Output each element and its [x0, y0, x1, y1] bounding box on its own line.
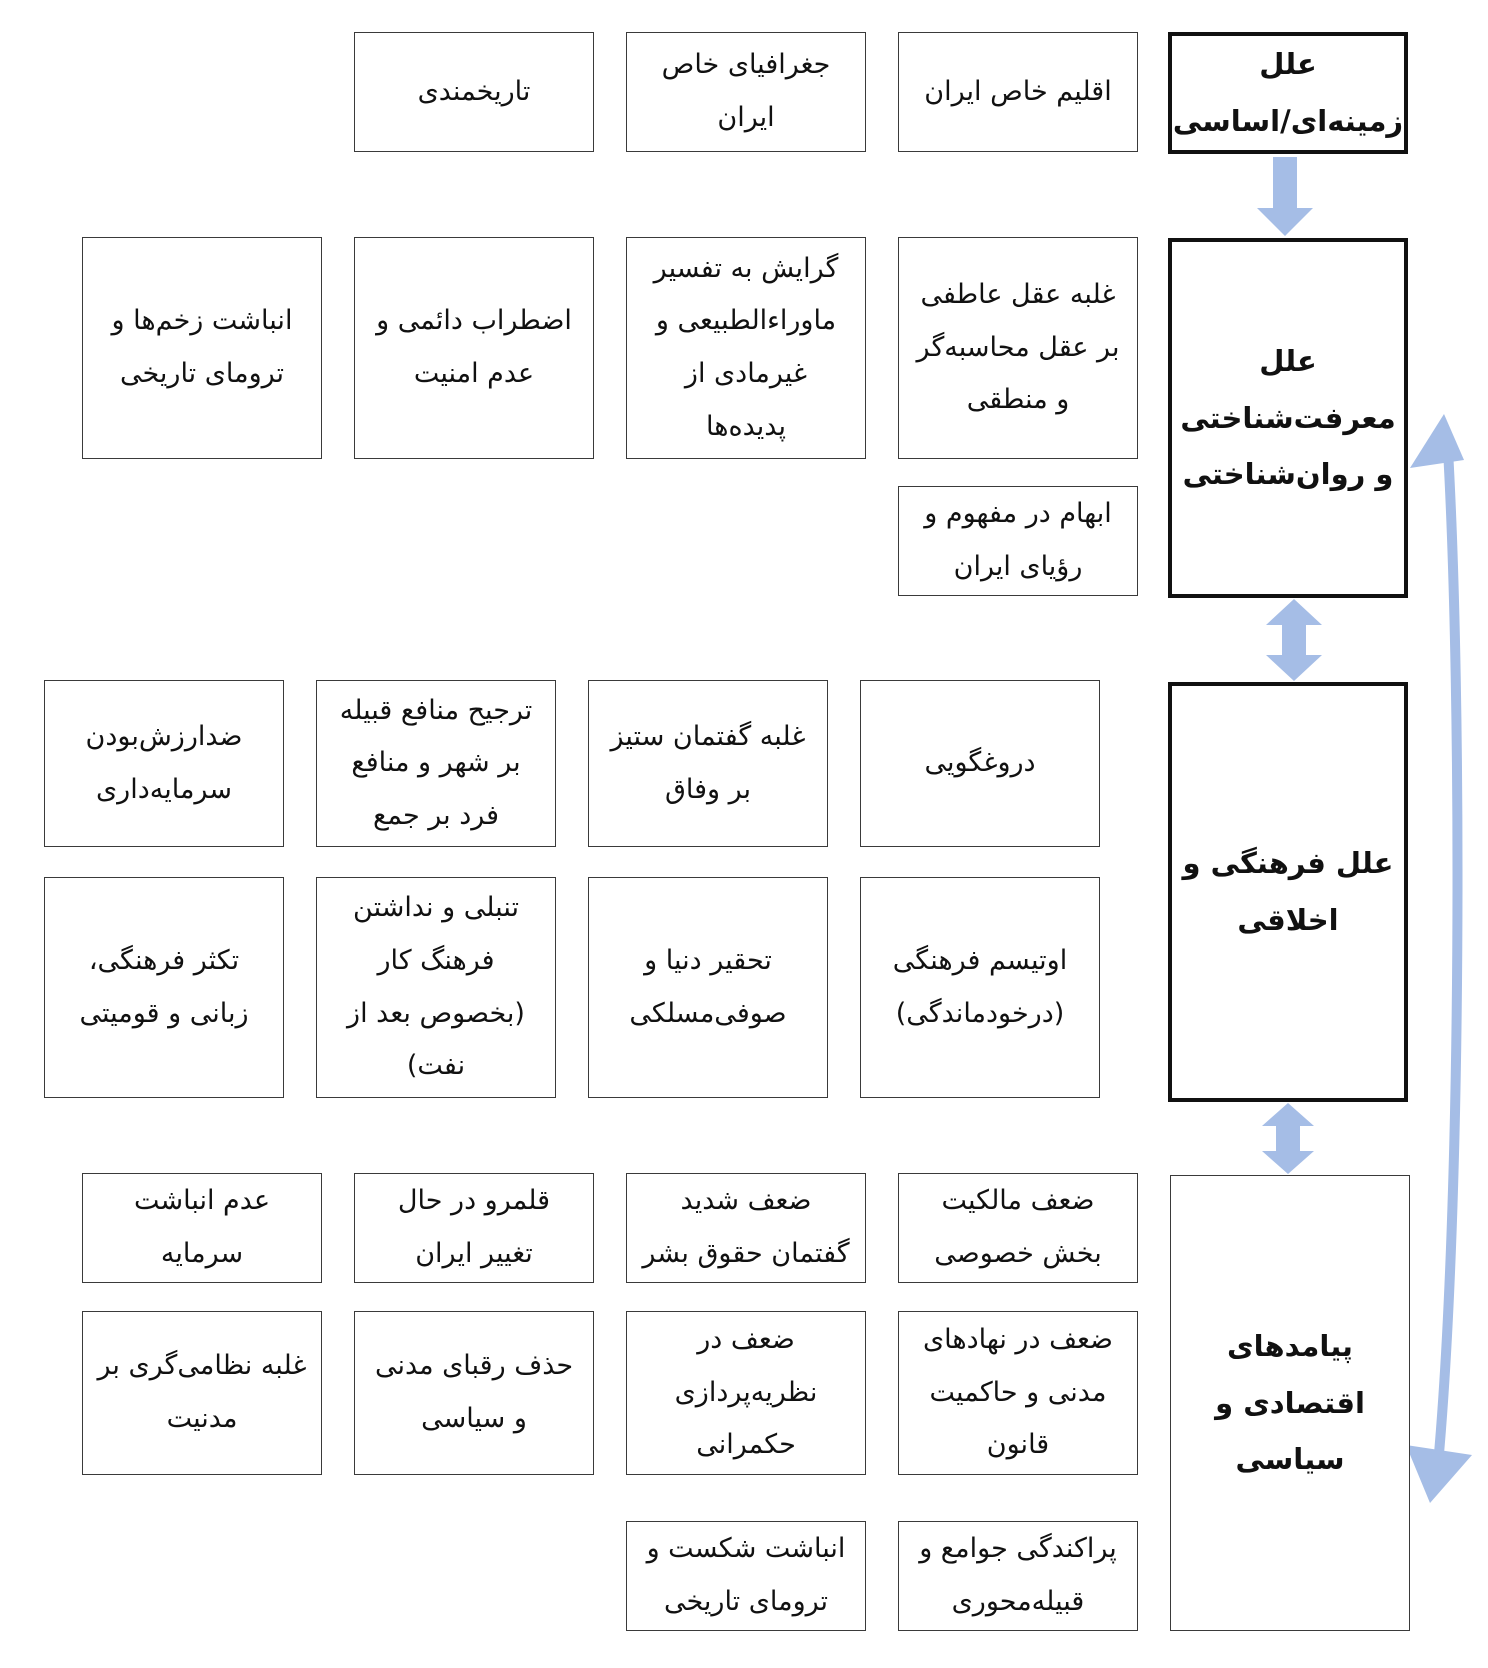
- box-eliminating-rivals: حذف رقبای مدنی و سیاسی: [354, 1311, 594, 1475]
- box-human-rights-discourse: ضعف شدید گفتمان حقوق بشر: [626, 1173, 866, 1283]
- box-world-contempt: تحقیر دنیا و صوفی‌مسلکی: [588, 877, 828, 1098]
- box-cultural-plurality: تکثر فرهنگی، زبانی و قومیتی: [44, 877, 284, 1098]
- box-civil-institutions: ضعف در نهادهای مدنی و حاکمیت قانون: [898, 1311, 1138, 1475]
- curved-long-arrow: [1438, 450, 1457, 1465]
- box-metaphysical-interpretation: گرایش به تفسیر ماوراءالطبیعی و غیرمادی از پدیده‌ها: [626, 237, 866, 459]
- double-arrow-lower: [1262, 1103, 1314, 1174]
- category-cultural-moral-causes: علل فرهنگی و اخلاقی: [1168, 682, 1408, 1102]
- box-historical-trauma: انباشت زخم‌ها و ترومای تاریخی: [82, 237, 322, 459]
- box-conflict-discourse: غلبه گفتمان ستیز بر وفاق: [588, 680, 828, 847]
- box-laziness: تنبلی و نداشتن فرهنگ کار (بخصوص بعد از نفت): [316, 877, 556, 1098]
- down-arrow: [1257, 157, 1313, 236]
- curved-arrow-head-top: [1410, 414, 1464, 468]
- category-economic-political-consequences: پیامدهای اقتصادی و سیاسی: [1170, 1175, 1410, 1631]
- double-arrow-upper: [1266, 599, 1322, 681]
- box-private-ownership: ضعف مالکیت بخش خصوصی: [898, 1173, 1138, 1283]
- box-governance-theory: ضعف در نظریه‌پردازی حکمرانی: [626, 1311, 866, 1475]
- category-background-causes: علل زمینه‌ای/اساسی: [1168, 32, 1408, 154]
- box-cultural-autism: اوتیسم فرهنگی (درخودماندگی): [860, 877, 1100, 1098]
- box-tribalism: پراکندگی جوامع و قبیله‌محوری: [898, 1521, 1138, 1631]
- box-capital-accumulation: عدم انباشت سرمایه: [82, 1173, 322, 1283]
- box-iran-climate: اقلیم خاص ایران: [898, 32, 1138, 152]
- box-failure-accumulation: انباشت شکست و ترومای تاریخی: [626, 1521, 866, 1631]
- box-historicity: تاریخمندی: [354, 32, 594, 152]
- box-anti-capitalism: ضدارزش‌بودن سرمایه‌داری: [44, 680, 284, 847]
- category-epistemic-psychological-causes: علل معرفت‌شناختی و روان‌شناختی: [1168, 238, 1408, 598]
- box-iran-geography: جغرافیای خاص ایران: [626, 32, 866, 152]
- box-iran-concept-ambiguity: ابهام در مفهوم و رؤیای ایران: [898, 486, 1138, 596]
- box-changing-territory: قلمرو در حال تغییر ایران: [354, 1173, 594, 1283]
- box-constant-anxiety: اضطراب دائمی و عدم امنیت: [354, 237, 594, 459]
- box-emotional-reason: غلبه عقل عاطفی بر عقل محاسبه‌گر و منطقی: [898, 237, 1138, 459]
- curved-arrow-head-bottom: [1406, 1445, 1472, 1503]
- box-militarism: غلبه نظامی‌گری بر مدنیت: [82, 1311, 322, 1475]
- box-lying: دروغگویی: [860, 680, 1100, 847]
- box-tribal-interests: ترجیح منافع قبیله بر شهر و منافع فرد بر جمع: [316, 680, 556, 847]
